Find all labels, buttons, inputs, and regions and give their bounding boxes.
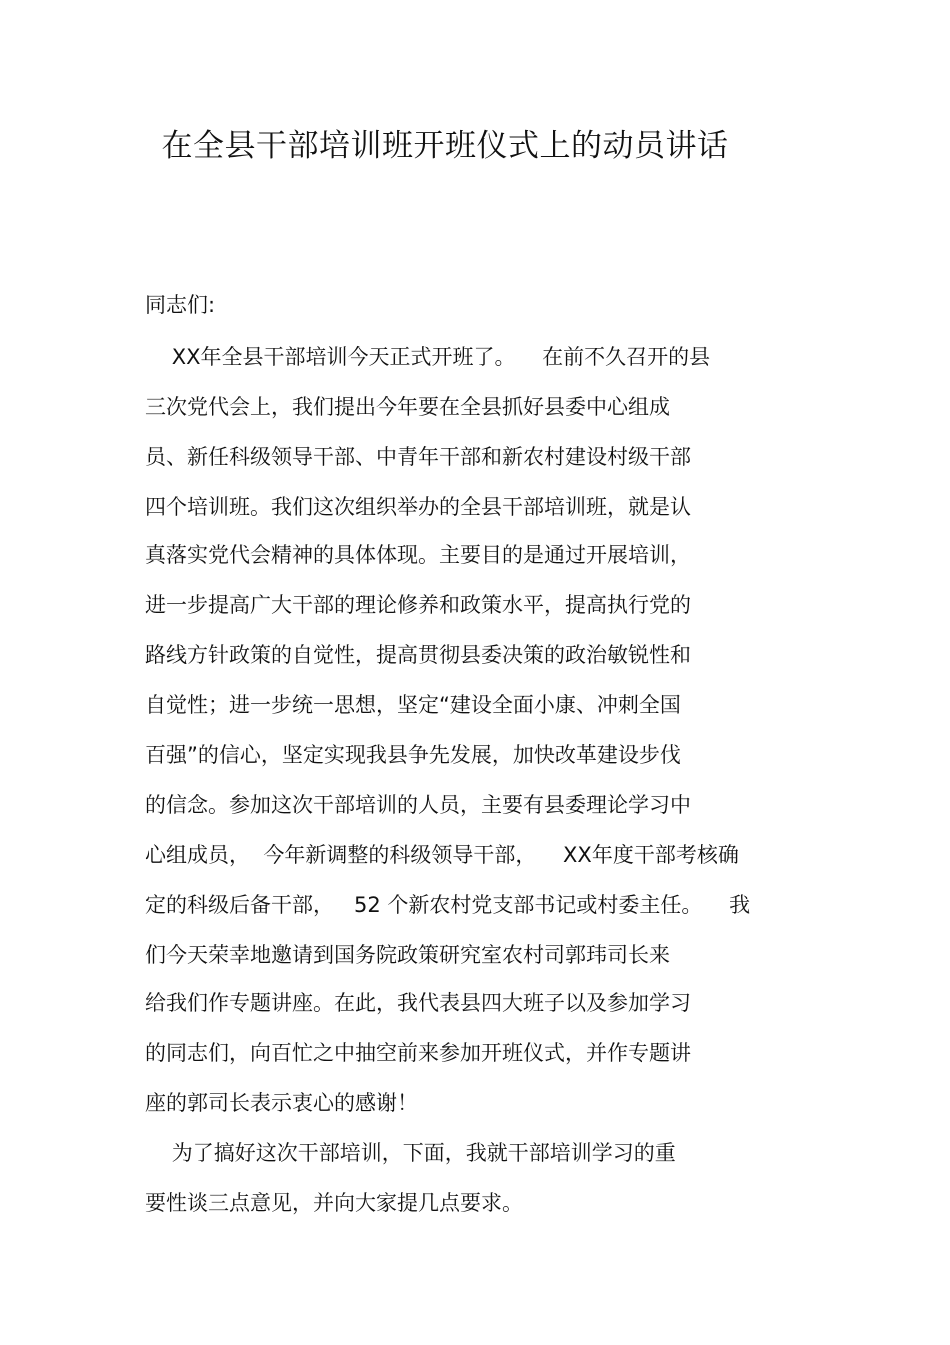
body-line-18: 要性谈三点意见，并向大家提几点要求。 bbox=[145, 1191, 523, 1215]
body-line-13: 们今天荣幸地邀请到国务院政策研究室农村司郭玮司长来 bbox=[145, 943, 670, 967]
body-line-9: 百强”的信心，坚定实现我县争先发展，加快改革建设步伐 bbox=[145, 743, 681, 767]
body-line-17: 为了搞好这次干部培训，下面，我就干部培训学习的重 bbox=[145, 1141, 676, 1165]
body-line-2: 三次党代会上，我们提出今年要在全县抓好县委中心组成 bbox=[145, 395, 670, 419]
body-line-16: 座的郭司长表示衷心的感谢！ bbox=[145, 1091, 418, 1115]
body-line-15: 的同志们，向百忙之中抽空前来参加开班仪式，并作专题讲 bbox=[145, 1041, 691, 1065]
salutation: 同志们: bbox=[145, 293, 216, 317]
document-title: 在全县干部培训班开班仪式上的动员讲话 bbox=[161, 128, 729, 164]
body-line-3: 员、新任科级领导干部、中青年干部和新农村建设村级干部 bbox=[145, 445, 691, 469]
body-line-11: 心组成员， 今年新调整的科级领导干部， XX年度干部考核确 bbox=[145, 843, 739, 867]
body-line-1: XX年全县干部培训今天正式开班了。 在前不久召开的县 bbox=[145, 345, 711, 369]
body-line-10: 的信念。参加这次干部培训的人员，主要有县委理论学习中 bbox=[145, 793, 691, 817]
body-line-12: 定的科级后备干部， 52 个新农村党支部书记或村委主任。 我 bbox=[145, 893, 751, 917]
body-line-14: 给我们作专题讲座。在此，我代表县四大班子以及参加学习 bbox=[145, 991, 691, 1015]
body-line-4: 四个培训班。我们这次组织举办的全县干部培训班，就是认 bbox=[145, 495, 691, 519]
body-line-6: 进一步提高广大干部的理论修养和政策水平，提高执行党的 bbox=[145, 593, 691, 617]
body-line-8: 自觉性；进一步统一思想，坚定“建设全面小康、冲刺全国 bbox=[145, 693, 681, 717]
body-line-5: 真落实党代会精神的具体体现。主要目的是通过开展培训， bbox=[145, 543, 691, 567]
body-line-7: 路线方针政策的自觉性，提高贯彻县委决策的政治敏锐性和 bbox=[145, 643, 691, 667]
